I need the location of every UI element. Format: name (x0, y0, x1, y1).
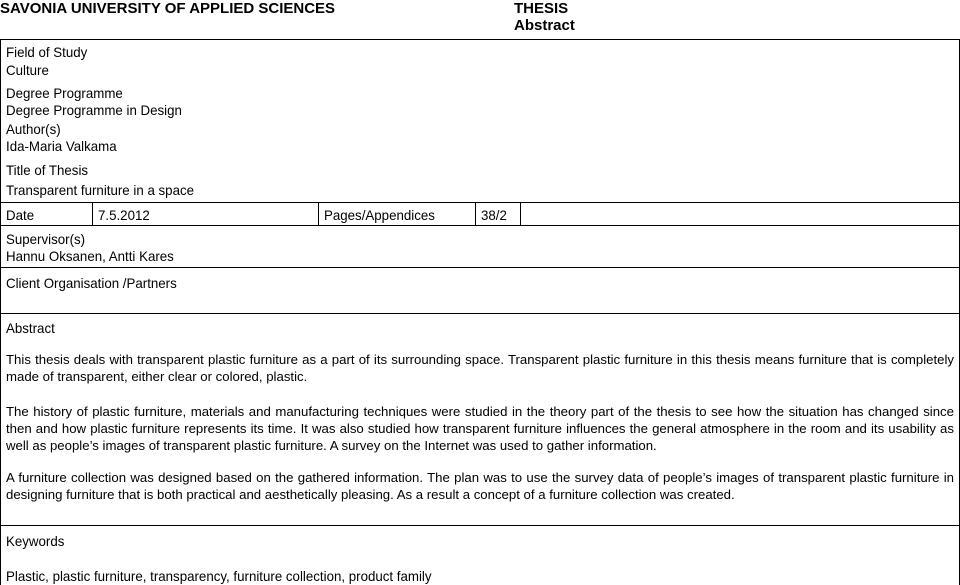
authors-value: Ida-Maria Valkama (6, 138, 117, 154)
date-value: 7.5.2012 (98, 207, 150, 223)
title-label: Title of Thesis (6, 162, 89, 178)
title-value: Transparent furniture in a space (6, 182, 195, 198)
degree-programme-value: Degree Programme in Design (6, 102, 182, 118)
keywords-value: Plastic, plastic furniture, transparency, furniture collection, product family (6, 568, 432, 584)
supervisors-label: Supervisor(s) (6, 231, 86, 247)
field-of-study-label: Field of Study (6, 44, 88, 60)
document-subtype: Abstract (514, 17, 575, 34)
keywords-label: Keywords (6, 533, 65, 549)
field-of-study-value: Culture (6, 62, 49, 78)
abstract-paragraph-2: The history of plastic furniture, materials and manufacturing techniques were studied in the theory part of the thesis to see how the situation has changed since then and how plastic furniture represents its time. It was also studied how transparent furniture influences the general atmosphere in the room and its usability as well as people’s images of transparent plastic furniture. A survey on the Internet was used to gather information. (6, 404, 954, 453)
divider-supervisor (0, 267, 960, 268)
abstract-label: Abstract (6, 320, 55, 336)
university-name: SAVONIA UNIVERSITY OF APPLIED SCIENCES (0, 0, 336, 17)
client-label: Client Organisation /Partners (6, 275, 177, 291)
pages-value-col-divider (475, 202, 476, 225)
pages-label: Pages/Appendices (324, 207, 435, 223)
divider-client (0, 313, 960, 314)
border-left (0, 39, 1, 585)
abstract-paragraph-3: A furniture collection was designed based on the gathered information. The plan was to use the survey data of people’s images of transparent plastic furniture in designing furniture that is both practical and aesthetically pleasing. As a result a concept of a furniture collection was created. (6, 470, 954, 502)
authors-label: Author(s) (6, 121, 61, 137)
degree-programme-label: Degree Programme (6, 85, 123, 101)
divider-date-bottom (0, 225, 960, 226)
divider-abstract (0, 525, 960, 526)
pages-end-col-divider (520, 202, 521, 225)
date-label: Date (6, 207, 35, 223)
pages-value: 38/2 (481, 207, 507, 223)
pages-col-divider (318, 202, 319, 225)
divider-date-top (0, 202, 960, 203)
document-type: THESIS (514, 0, 569, 17)
abstract-paragraph-1: This thesis deals with transparent plastic furniture as a part of its surrounding space. Transparent plastic furniture in this thesis means furniture that is completely made of transparent, either clear or colored, plastic. (6, 352, 954, 384)
supervisors-value: Hannu Oksanen, Antti Kares (6, 248, 174, 264)
date-col-divider (92, 202, 93, 225)
border-top (0, 39, 960, 40)
